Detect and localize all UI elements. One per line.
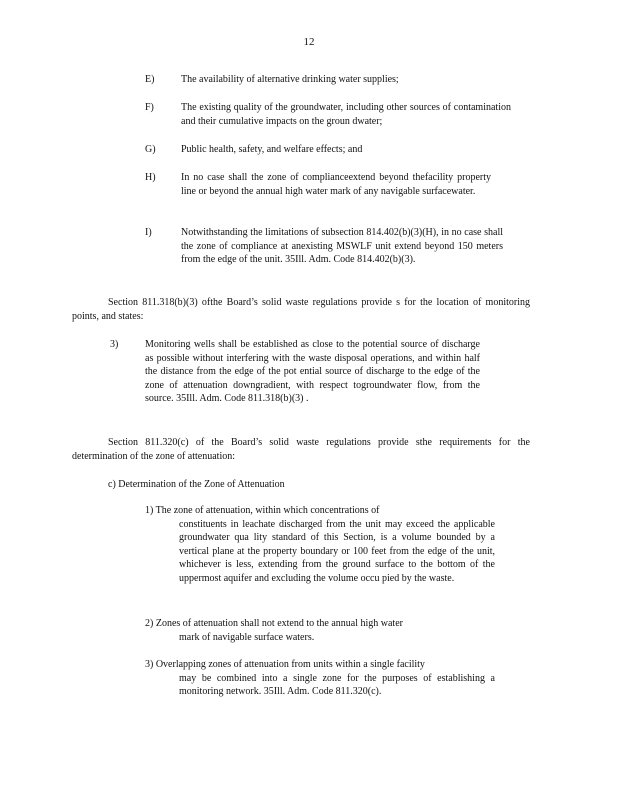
quote-label: 3) xyxy=(110,339,119,350)
item-text: The availability of alternative drinking water supplies; xyxy=(181,74,399,85)
sub-item xyxy=(145,504,495,585)
sub-item-text: constituents in leachate discharged from the unit may exceed the applicable groundwater qua lity standard of this Section, is a volume bounded by a vertical plane at the property boundary or 100 feet from the edge of the unit, whichever is less, extending from the ground surface to the bottom of the uppermost aquifer and excluding the volume occu pied by the waste. xyxy=(179,518,495,584)
item-label: I) xyxy=(145,227,152,238)
item-text: In no case shall the zone of complianceextend beyond thefacility property line or beyond the annual high water mark of any navigable surfacewater. xyxy=(181,172,491,197)
page-number: 12 xyxy=(303,36,315,48)
item-text: Public health, safety, and welfare effects; and xyxy=(181,144,363,155)
sub-item-text: may be combined into a single zone for the purposes of establishing a monitoring network. 35Ill. Adm. Code 811.320(c). xyxy=(179,672,495,697)
sub-item xyxy=(145,617,495,644)
item-label: E) xyxy=(145,74,155,85)
item-label: H) xyxy=(145,172,156,183)
paragraph-zone-of-attenuation: Section 811.320(c) of the Board’s solid waste regulations provide sthe requirements for the determination of the zone of attenuation: xyxy=(72,437,530,462)
sub-item-first-line: 3) Overlapping zones of attenuation from units within a single facility xyxy=(145,659,425,670)
sub-item-text: mark of navigable surface waters. xyxy=(179,631,315,643)
sub-item-first-line: 1) The zone of attenuation, within which concentrations of xyxy=(145,505,380,516)
sub-item-first-line: 2) Zones of attenuation shall not extend to the annual high water xyxy=(145,618,403,629)
item-text: Notwithstanding the limitations of subsection 814.402(b)(3)(H), in no case shall the zone of compliance at anexisting MSWLF unit extend beyond 150 meters from the edge of the unit. 35Ill. Adm. Code 814.402(b)(3). xyxy=(181,227,503,265)
item-text: The existing quality of the groundwater, including other sources of contamination and their cumulative impacts on the groun dwater; xyxy=(181,102,511,127)
subheading: c) Determination of the Zone of Attenuation xyxy=(108,479,285,490)
paragraph-monitoring-points: Section 811.318(b)(3) ofthe Board’s solid waste regulations provide s for the location of monitoring points, and states: xyxy=(72,297,530,322)
item-label: G) xyxy=(145,144,156,155)
quote-text: Monitoring wells shall be established as close to the potential source of discharge as possible without interfering with the waste disposal operations, and within half the distance from the edge of the pot ential source of discharge to the edge of the zone of attenuation downgradient, with respect togroundwater flow, from the source. 35Ill. Adm. Code 811.318(b)(3) . xyxy=(145,339,480,404)
sub-item xyxy=(145,658,495,699)
item-label: F) xyxy=(145,102,154,113)
